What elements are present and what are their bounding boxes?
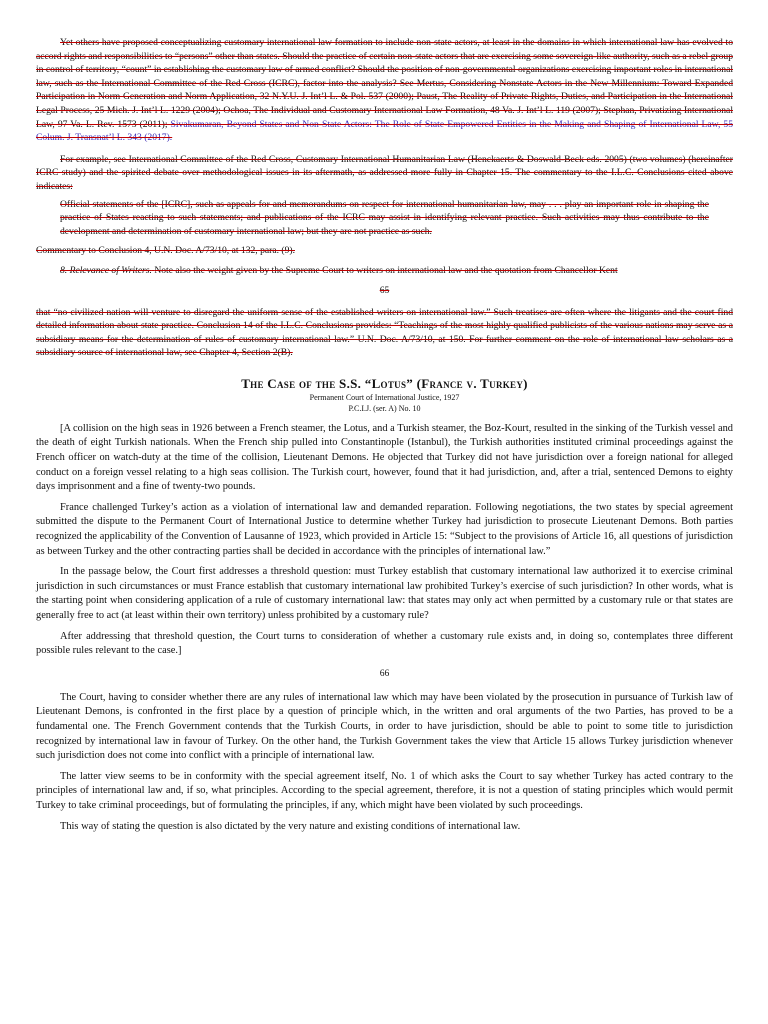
page-number-66: 66 — [379, 667, 390, 679]
note-8-continued: that “no civilized nation will venture to disregard the uniform sense of the established writers on international law.” Such treatises are often where the litigants and the court find detailed information about state practice. Conclusion 14 of the I.L.C. Conclusions provides: “Teachings of the most highly qualified publicists of the various nations may serve as a subsidiary means for the determination of rules of customary international law.” U.N. Doc. A/73/10, at 150. For further comment on the role of international law scholars as a subsidiary source of international law, see Chapter 4, Section 2(B). — [36, 306, 733, 359]
note-nonstate-actors: Yet others have proposed conceptualizing customary international law formation to include non-state actors, at least in the domains in which international law has evolved to accord rights and responsibilities to “persons” other than states. Should the practice of certain non-state actors that are exercising some sovereign-like authority, such as a rebel group in control of territory, “count” in establishing the customary law of armed conflict? Should the position of non-governmental organizations exercising important roles in international law, such as the International Committee of the Red Cross (ICRC), factor into the analysis? See Mertus, Considering Nonstate Actors in the New Millennium: Toward Expanded Participation in Norm Generation and Norm Application, 32 N.Y.U. J. Int’l L. & Pol. 537 (2000); Paust, The Reality of Private Rights, Duties, and Participation in the International Legal Process, 25 Mich. J. Int’l L. 1229 (2004); Ochoa, The Individual and Customary International Law Formation, 48 Va. J. Int’l L. 119 (2007); Stephan, Privatizing International Law, 97 Va. L. Rev. 1573 (2011); Sivakumaran, Beyond States and Non-State Actors: The Role of State-Empowered Entities in the Making and Shaping of International Law, 55 Colum. J. Transnat’l L. 343 (2017). — [36, 37, 733, 144]
document-page — [36, 36, 733, 840]
judgment-paragraph-latter-view: The latter view seems to be in conformity with the special agreement itself, No. 1 of which asks the Court to say whether Turkey has acted contrary to the principles of international law and, if so, what principles. According to the special agreement, therefore, it is not a question of stating principles which would permit Turkey to take criminal proceedings, but of formulating the principles, if any, which might have been violated by such proceedings. — [36, 770, 733, 811]
citation-line: P.C.I.J. (ser. A) No. 10 — [348, 403, 421, 413]
intro-paragraph-threshold-question: In the passage below, the Court first addresses a threshold question: must Turkey establish that customary international law authorized it to exercise criminal jurisdiction in such circumstances or must France establish that customary international law prohibited Turkey’s exercise of such jurisdiction? In other words, what is the starting point when considering application of a rule of customary international law: that states may only act when permitted by a customary rule or that states are generally free to act (at least within their own territory) unless prohibited by a customary rule? — [36, 566, 733, 621]
judgment-paragraph-stating-question: This way of stating the question is also dictated by the very nature and existing conditions of international law. — [60, 820, 521, 832]
case-title: The Case of the S.S. “Lotus” (France v. Turkey) — [241, 375, 528, 391]
court-line: Permanent Court of International Justice, 1927 — [309, 392, 460, 402]
judgment-paragraph-principle: The Court, having to consider whether there are any rules of international law which may have been violated by the prosecution in pursuance of Turkish law of Lieutenant Demons, is confronted in the first place by a question of principle which, in the written and oral arguments of the two Parties, has proved to be a fundamental one. The French Government contends that the Turkish Courts, in order to have jurisdiction, should be able to point to some title to jurisdiction recognized by international law in favour of Turkey. On the other hand, the Turkish Government takes the view that Article 15 allows Turkey jurisdiction whenever such jurisdiction does not come into conflict with a principle of international law. — [36, 691, 733, 762]
note-8-label: 8. Relevance of Writers. — [60, 264, 152, 276]
note-8-text: Note also the weight given by the Supreme Court to writers on international law and the quotation from Chancellor Kent — [154, 264, 618, 276]
icrc-block-quote: Official statements of the [ICRC], such as appeals for and memorandums on respect for international humanitarian law, may . . . play an important role in shaping the practice of States reacting to such statements; and publications of the ICRC may assist in identifying relevant practice. Such activities may thus contribute to the development and determination of customary international law; but they are not practice as such. — [60, 198, 709, 237]
note-icrc-study: For example, see International Committee of the Red Cross, Customary International Humanitarian Law (Henckaerts & Doswald-Beck eds. 2005) (two volumes) (hereinafter ICRC study) and the spirited debate over methodological issues in its aftermath, as addressed more fully in Chapter 15. The commentary to the I.L.C. Conclusions cited above indicates: — [36, 153, 733, 192]
commentary-citation: Commentary to Conclusion 4, U.N. Doc. A/73/10, at 132, para. (9). — [36, 245, 295, 257]
intro-paragraph-possible-rules: After addressing that threshold question, the Court turns to consideration of whether a customary rule exists and, in doing so, contemplates three different possible rules relevant to the case.] — [36, 630, 733, 657]
page-number-65: 65 — [379, 284, 390, 296]
sivakumaran-citation: Sivakumaran, Beyond States and Non-State Actors: The Role of State-Empowered Entities in the Making and Shaping of International Law, 55 Colum. J. Transnat’l L. 343 (2017). — [36, 118, 733, 144]
intro-paragraph-collision: [A collision on the high seas in 1926 between a French steamer, the Lotus, and a Turkish steamer, the Boz-Kourt, resulted in the sinking of the Turkish vessel and the death of eight Turkish nationals. When the French ship pulled into Constantinople (Istanbul), the Turkish authorities instituted criminal proceedings against the French officer on watch-duty at the time of the collision, Lieutenant Demons. He objected that Turkey did not have jurisdiction over a foreign national for alleged conduct on a foreign vessel relating to a high seas collision. The Turkish court, however, found that it had jurisdiction, and, after a trial, sentenced Demons to eighty days imprisonment and a fine of twenty-two pounds. — [36, 422, 733, 493]
note-8-relevance-of-writers — [36, 264, 733, 278]
intro-paragraph-special-agreement: France challenged Turkey’s action as a violation of international law and demanded reparation. Following negotiations, the two states by special agreement submitted the dispute to the Permanent Court of International Justice to determine whether Turkey had jurisdiction to prosecute Lieutenant Demons. Both parties recognized the applicability of the Convention of Lausanne of 1923, which provided in Article 15: “Subject to the provisions of Article 16, all questions of jurisdiction as between Turkey and the other contracting parties shall be decided in accordance with the principles of international law.” — [36, 501, 733, 557]
